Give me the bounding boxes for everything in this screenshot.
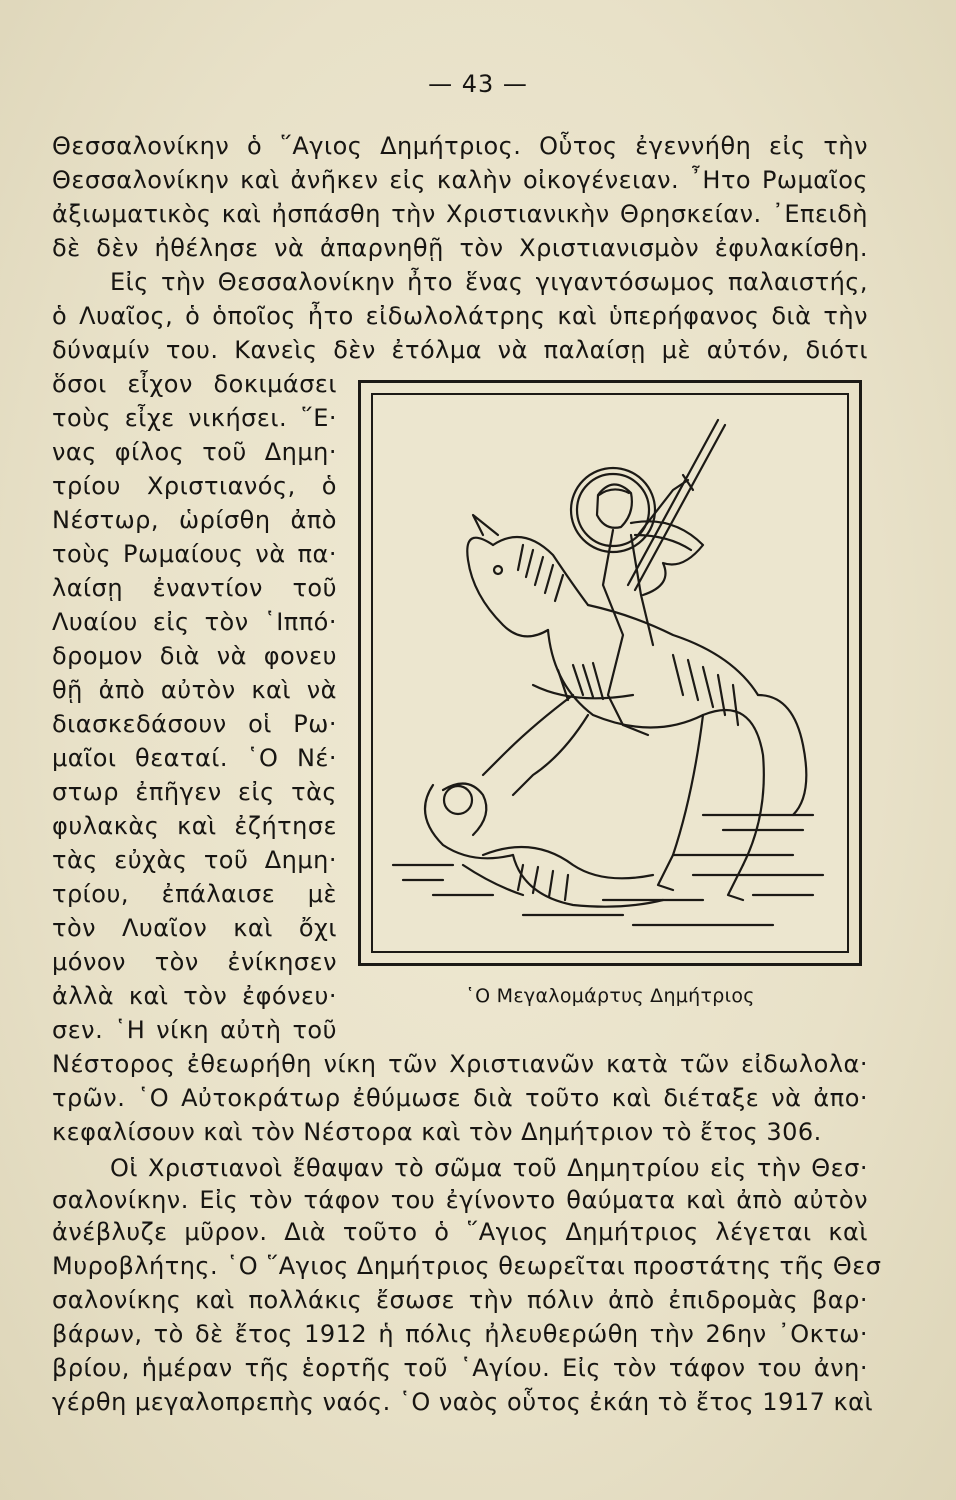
page-number: — 43 — <box>428 70 528 98</box>
text-line: σαλονίκης καὶ πολλάκις ἔσωσε τὴν πόλιν ἀπὸ ἐπιδρομὰς βαρ· <box>52 1286 868 1314</box>
text-line: Εἰς τὴν Θεσσαλονίκην ἦτο ἕνας γιγαντόσωμος παλαιστής, <box>110 268 868 296</box>
saint-on-horse-illustration <box>373 395 847 951</box>
side-text-line: δρομον διὰ νὰ φονευ <box>52 642 337 670</box>
side-text-line: Νέστωρ, ὡρίσθη ἀπὸ <box>52 506 337 534</box>
side-text-line: λαίσῃ ἐναντίον τοῦ <box>52 574 337 602</box>
side-text-line: σεν. ῾Η νίκη αὐτὴ τοῦ <box>52 1016 337 1044</box>
text-line: βάρων, τὸ δὲ ἔτος 1912 ἡ πόλις ἠλευθερώθη τὴν 26ην ᾿Οκτω· <box>52 1320 868 1348</box>
side-text-line: Λυαίου εἰς τὸν ῾Ιππό· <box>52 608 337 636</box>
side-text-line: τρίου, ἐπάλαισε μὲ <box>52 880 337 908</box>
text-line: τρῶν. ῾Ο Αὐτοκράτωρ ἐθύμωσε διὰ τοῦτο καὶ διέταξε νὰ ἀπο· <box>52 1084 868 1112</box>
text-line: σαλονίκην. Εἰς τὸν τάφον του ἐγίνοντο θαύματα καὶ ἀπὸ αὐτὸν <box>52 1186 868 1214</box>
side-text-line: θῇ ἀπὸ αὐτὸν καὶ νὰ <box>52 676 337 704</box>
text-line: Θεσσαλονίκην ὁ ῞Αγιος Δημήτριος. Οὗτος ἐγεννήθη εἰς τὴν <box>52 132 868 160</box>
side-text-line: νας φίλος τοῦ Δημη· <box>52 438 337 466</box>
text-line: ὁ Λυαῖος, ὁ ὁποῖος ἦτο εἰδωλολάτρης καὶ ὑπερήφανος διὰ τὴν <box>52 302 868 330</box>
side-text-line: τρίου Χριστιανός, ὁ <box>52 472 337 500</box>
text-line: κεφαλίσουν καὶ τὸν Νέστορα καὶ τὸν Δημήτριον τὸ ἔτος 306. <box>52 1118 822 1146</box>
side-text-line: τοὺς εἶχε νικήσει. ῞Ε· <box>52 404 337 432</box>
figure-caption: ῾Ο Μεγαλομάρτυς Δημήτριος <box>465 985 755 1007</box>
text-line: ἀξιωματικὸς καὶ ἠσπάσθη τὴν Χριστιανικὴν Θρησκείαν. ᾿Επειδὴ <box>52 200 868 228</box>
illustration <box>371 393 849 953</box>
side-text-line: διασκεδάσουν οἱ Ρω· <box>52 710 337 738</box>
text-line: Οἱ Χριστιανοὶ ἔθαψαν τὸ σῶμα τοῦ Δημητρίου εἰς τὴν Θεσ· <box>110 1154 868 1182</box>
side-text-line: φυλακὰς καὶ ἐζήτησε <box>52 812 337 840</box>
text-line: γέρθη μεγαλοπρεπὴς ναός. ῾Ο ναὸς οὗτος ἐκάη τὸ ἔτος 1917 καὶ <box>52 1388 874 1416</box>
text-line: Θεσσαλονίκην καὶ ἀνῆκεν εἰς καλὴν οἰκογένειαν. ῏Ητο Ρωμαῖος <box>52 166 868 194</box>
side-text-line: στωρ ἐπῆγεν εἰς τὰς <box>52 778 337 806</box>
side-text-line: τὸν Λυαῖον καὶ ὄχι <box>52 914 337 942</box>
text-line: δύναμίν του. Κανεὶς δὲν ἐτόλμα νὰ παλαίσῃ μὲ αὐτόν, διότι <box>52 336 868 364</box>
text-line: Μυροβλήτης. ῾Ο ῞Αγιος Δημήτριος θεωρεῖται προστάτης τῆς Θεσ <box>52 1252 882 1280</box>
text-line: Νέστορος ἐθεωρήθη νίκη τῶν Χριστιανῶν κατὰ τῶν εἰδωλολα· <box>52 1050 868 1078</box>
side-text-line: μόνον τὸν ἐνίκησεν <box>52 948 337 976</box>
side-text-line: τὰς εὐχὰς τοῦ Δημη· <box>52 846 337 874</box>
side-text-line: ὅσοι εἶχον δοκιμάσει <box>52 370 337 398</box>
text-line: βρίου, ἡμέραν τῆς ἑορτῆς τοῦ ῾Αγίου. Εἰς τὸν τάφον του ἀνη· <box>52 1354 868 1382</box>
text-line: ἀνέβλυζε μῦρον. Διὰ τοῦτο ὁ ῞Αγιος Δημήτριος λέγεται καὶ <box>52 1218 868 1246</box>
illustration-frame <box>358 380 862 966</box>
side-text-line: τοὺς Ρωμαίους νὰ πα· <box>52 540 337 568</box>
text-line: δὲ δὲν ἠθέλησε νὰ ἀπαρνηθῇ τὸν Χριστιανισμὸν ἐφυλακίσθη. <box>52 234 868 262</box>
side-text-line: μαῖοι θεαταί. ῾Ο Νέ· <box>52 744 337 772</box>
side-text-line: ἀλλὰ καὶ τὸν ἐφόνευ· <box>52 982 337 1010</box>
